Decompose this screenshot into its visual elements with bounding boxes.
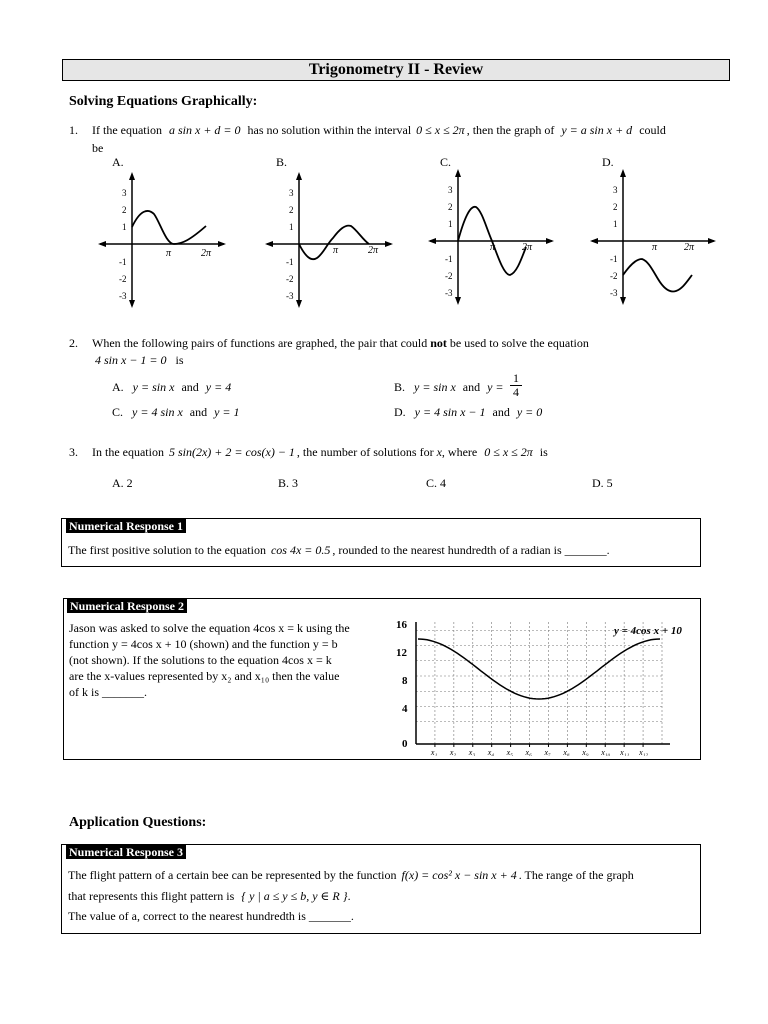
q2-option-d [394, 405, 542, 420]
y-tick-label: 4 [402, 703, 408, 715]
q1-option-a-label: A. [112, 155, 124, 169]
nr3-text-line-2: that represents this flight pattern is { y | a ≤ y ≤ b, y ∈ R }. [68, 889, 351, 903]
q2-text-2: be used to solve the equation [449, 336, 589, 350]
q2-option-b [394, 380, 504, 395]
y-tick-label: 2 [613, 202, 618, 212]
option-letter: D. [394, 405, 406, 419]
x-axis-arrow [708, 238, 716, 244]
q2-text-1: When the following pairs of functions are graphed, the pair that could [92, 336, 428, 350]
q1-option-d-label: D. [602, 155, 614, 169]
q3-variable: x [436, 445, 442, 459]
q1-graph-c [428, 167, 558, 307]
question-3-number: 3. [69, 445, 78, 459]
nr1-equation: cos 4x = 0.5 [270, 543, 331, 557]
nr3-text-4: The value of a, correct to the nearest hundredth is _______. [68, 909, 354, 923]
y-tick-label: -2 [119, 274, 127, 284]
question-3-text [92, 444, 712, 460]
option-function: y = sin x [414, 380, 456, 394]
x-axis-arrow [385, 241, 393, 247]
y-tick-label: 0 [402, 738, 408, 750]
numerical-response-2-label: Numerical Response 2 [67, 599, 187, 613]
y-tick-label: 12 [396, 647, 407, 659]
x-axis-arrow [218, 241, 226, 247]
page-title: Trigonometry II - Review [62, 59, 730, 81]
y-tick-label: -2 [610, 271, 618, 281]
cosine-curve [418, 639, 660, 699]
y-tick-label: 2 [289, 205, 294, 215]
y-tick-label: 3 [122, 188, 127, 198]
q3-option-a: A. 2 [112, 476, 133, 490]
y-tick-label: 2 [448, 202, 453, 212]
option-and: and [462, 380, 481, 394]
q1-option-c-label: C. [440, 155, 452, 169]
x-tick-label: x₃ [468, 748, 476, 756]
fraction-denominator: 4 [513, 385, 519, 399]
option-function: y = 4 [205, 380, 232, 394]
curve-d [623, 259, 692, 292]
x-tick-label: x₄ [487, 748, 495, 756]
curve-a [132, 211, 206, 244]
y-tick-label: 1 [613, 219, 618, 229]
x-axis-arrow [98, 241, 106, 247]
q1-graph-equation: y = a sin x + d [561, 123, 633, 137]
option-letter: A. [112, 380, 124, 394]
nr2-line: (not shown). If the solutions to the equation 4cos x = k [69, 653, 332, 667]
option-function: y = 1 [214, 405, 240, 419]
curve-label: y = 4cos x + 10 [614, 625, 682, 637]
x-tick-label: 2π [522, 242, 533, 253]
q3-text-2: , the number of solutions for [296, 445, 434, 459]
q1-option-b-label: B. [276, 155, 288, 169]
grid [416, 622, 662, 744]
nr2-line: are the x-values represented by x₂ and x₁₀ then the value [69, 669, 340, 683]
question-2-number: 2. [69, 336, 78, 350]
question-2-text [92, 335, 712, 351]
y-tick-label: -3 [610, 288, 618, 298]
x-tick-label: x₁₁ [620, 748, 630, 756]
y-tick-label: 2 [122, 205, 127, 215]
question-1-text [92, 122, 712, 138]
q1-interval: 0 ≤ x ≤ 2π [416, 123, 465, 137]
q2-option-b-fraction [510, 372, 522, 399]
q1-graph-d [590, 167, 720, 307]
option-and: and [492, 405, 510, 419]
x-tick-label: x₈ [563, 748, 570, 756]
y-axis-arrow [296, 300, 302, 308]
q2-option-c [112, 405, 240, 420]
option-function: y = sin x [132, 380, 175, 394]
option-letter: C. [112, 405, 124, 419]
nr3-text-2: . The range of the graph [518, 868, 634, 882]
y-axis-arrow [129, 300, 135, 308]
q3-option-b: B. 3 [278, 476, 299, 490]
nr1-text-1: The first positive solution to the equation [68, 543, 266, 557]
q3-text-3: , where [441, 445, 478, 459]
q2-option-a [112, 380, 231, 395]
nr1-text [68, 542, 688, 558]
section-heading-solving: Solving Equations Graphically: [69, 94, 258, 109]
y-tick-label: -1 [610, 254, 618, 264]
y-axis-arrow [129, 172, 135, 180]
option-function: y = [487, 380, 504, 394]
y-axis-arrow [620, 169, 626, 177]
q3-interval: 0 ≤ x ≤ 2π [484, 445, 533, 459]
y-tick-label: 1 [122, 222, 127, 232]
x-tick-label: 2π [368, 245, 379, 256]
q3-option-d: D. 5 [592, 476, 613, 490]
y-tick-label: -2 [445, 271, 453, 281]
x-tick-label: x₇ [544, 748, 551, 756]
q3-option-c: C. 4 [426, 476, 447, 490]
x-tick-label: π [166, 248, 172, 259]
y-tick-label: -3 [119, 291, 127, 301]
option-letter: B. [394, 380, 406, 394]
y-tick-label: 3 [448, 185, 453, 195]
y-tick-label: 3 [289, 188, 294, 198]
x-axis-arrow [265, 241, 273, 247]
nr3-set: { y | a ≤ y ≤ b, y ∈ R } [241, 889, 348, 903]
x-tick-label: x₂ [449, 748, 457, 756]
nr3-text-3: that represents this flight pattern is [68, 889, 235, 903]
option-function: y = 4 sin x − 1 [414, 405, 486, 419]
nr2-text [69, 620, 389, 700]
x-axis-arrow [590, 238, 598, 244]
x-tick-label: π [333, 245, 339, 256]
nr2-line: Jason was asked to solve the equation 4cos x = k using the [69, 621, 350, 635]
y-tick-label: 3 [613, 185, 618, 195]
nr2-line: of k is _______. [69, 685, 147, 699]
y-tick-label: -3 [286, 291, 294, 301]
y-tick-label: -1 [445, 254, 453, 264]
section-heading-application: Application Questions: [69, 815, 207, 830]
y-tick-label: -1 [286, 257, 294, 267]
question-1-number: 1. [69, 123, 78, 137]
numerical-response-3-label: Numerical Response 3 [66, 845, 186, 859]
q1-text-3: , then the graph of [466, 123, 555, 137]
y-axis-arrow [296, 172, 302, 180]
numerical-response-1-label: Numerical Response 1 [66, 519, 186, 533]
x-tick-label: 2π [684, 242, 695, 253]
q3-equation: 5 sin(2x) + 2 = cos(x) − 1 [168, 445, 295, 459]
nr3-function: f(x) = cos² x − sin x + 4 [401, 868, 517, 882]
q1-text-4: could [639, 123, 666, 137]
y-tick-label: -1 [119, 257, 127, 267]
nr3-text-line-1 [68, 867, 692, 883]
y-axis-arrow [455, 169, 461, 177]
nr3-text-1: The flight pattern of a certain bee can be represented by the function [68, 868, 397, 882]
x-tick-label: 2π [201, 248, 212, 259]
q2-is: is [175, 353, 184, 367]
y-tick-label: 16 [396, 619, 407, 631]
x-axis-arrow [546, 238, 554, 244]
q1-graph-b [265, 170, 395, 310]
q1-text-1: If the equation [92, 123, 162, 137]
q1-graph-a [98, 170, 228, 310]
x-tick-label: x₉ [582, 748, 589, 756]
x-tick-label: x₆ [525, 748, 532, 756]
x-tick-label: x₁ [430, 748, 438, 756]
q2-equation-line [95, 352, 184, 368]
nr2-line: function y = 4cos x + 10 (shown) and the function y = b [69, 637, 338, 651]
option-function: y = 0 [516, 405, 543, 419]
y-axis-arrow [455, 297, 461, 305]
y-tick-label: -3 [445, 288, 453, 298]
fraction-numerator: 1 [510, 372, 522, 386]
x-tick-label: x₅ [506, 748, 513, 756]
q1-text-2: has no solution within the interval [247, 123, 412, 137]
y-tick-label: 1 [448, 219, 453, 229]
y-tick-label: 8 [402, 675, 408, 687]
x-tick-label: x₁₂ [639, 748, 649, 756]
q2-not: not [430, 336, 447, 350]
y-axis-arrow [620, 297, 626, 305]
option-function: y = 4 sin x [132, 405, 183, 419]
q1-text-5: be [92, 141, 104, 155]
option-and: and [181, 380, 199, 394]
nr1-text-2: , rounded to the nearest hundredth of a radian is _______. [332, 543, 610, 557]
y-tick-label: -2 [286, 274, 294, 284]
x-tick-label: x₁₀ [601, 748, 611, 756]
x-tick-label: π [652, 242, 658, 253]
q1-equation: a sin x + d = 0 [168, 123, 241, 137]
x-ticks [430, 744, 648, 756]
y-tick-label: 1 [289, 222, 294, 232]
q3-is: is [539, 445, 548, 459]
q2-equation: 4 sin x − 1 = 0 [95, 353, 167, 367]
x-axis-arrow [428, 238, 436, 244]
option-and: and [189, 405, 208, 419]
q3-text-1: In the equation [92, 445, 164, 459]
nr2-graph [390, 612, 696, 756]
x-tick-label: π [490, 242, 496, 253]
